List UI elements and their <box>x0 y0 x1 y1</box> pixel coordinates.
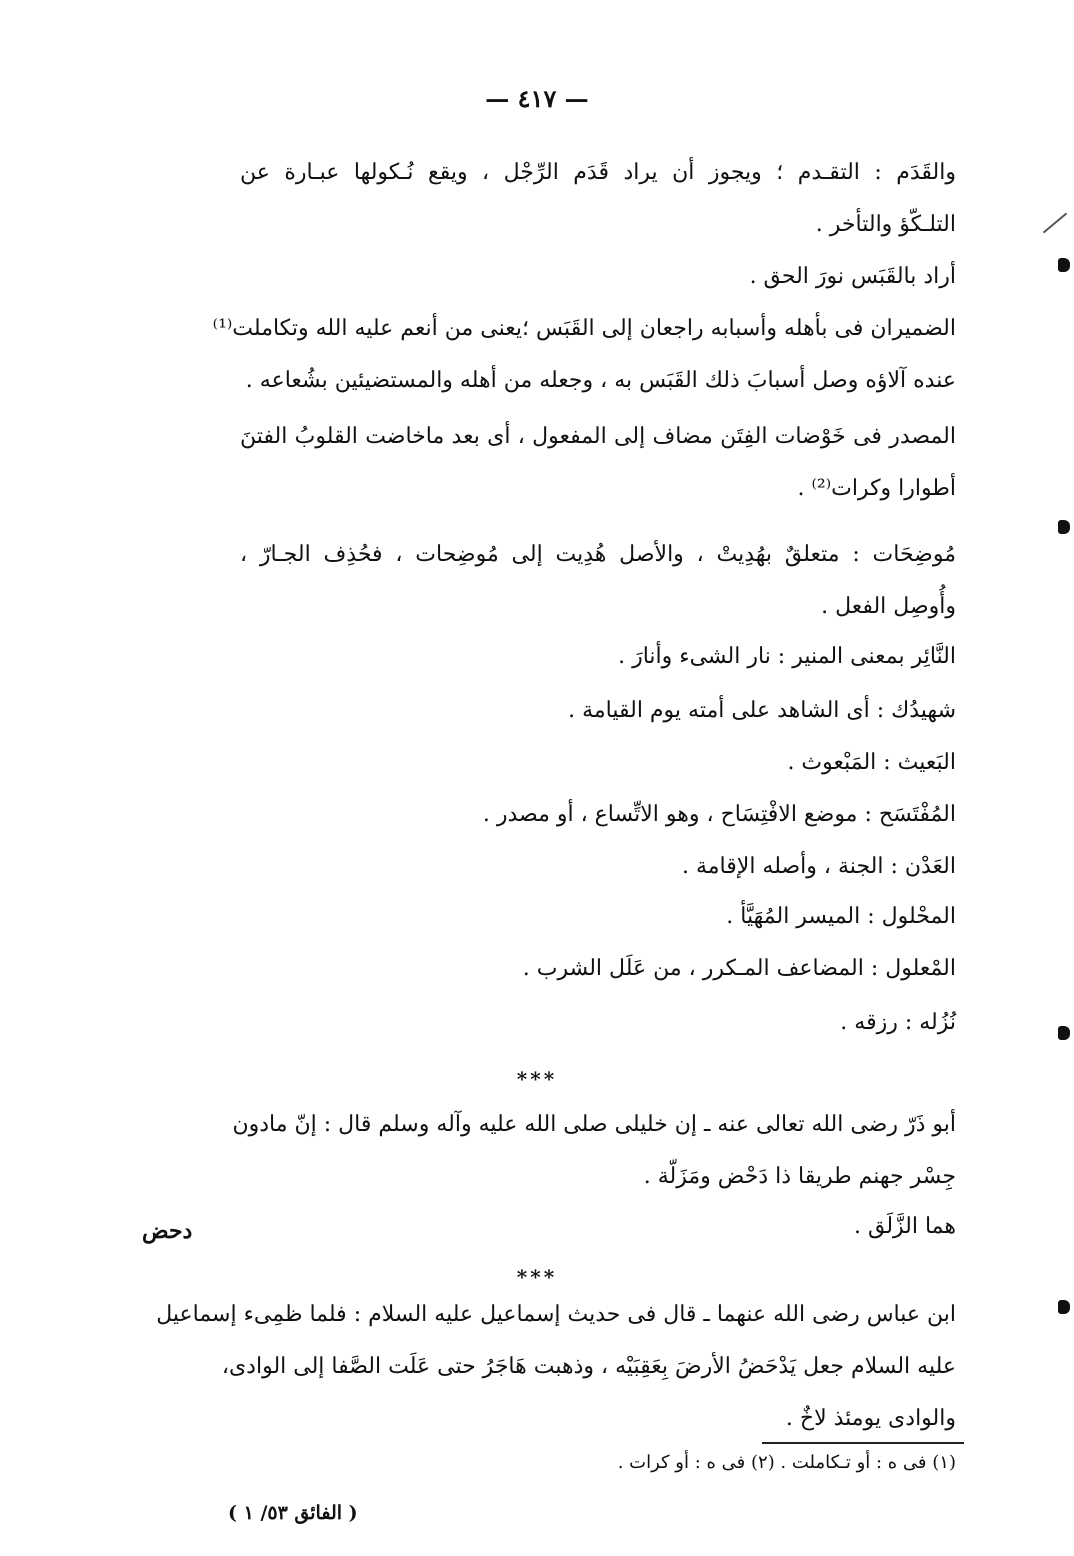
page-number: — ٤١٧ — <box>485 84 589 113</box>
text-line-17: نُزُله : رزقه . <box>840 1010 956 1035</box>
text-line-14: العَدْن : الجنة ، وأصله الإقامة . <box>681 854 956 879</box>
text-line-20: هما الزَّلَق . <box>853 1214 956 1239</box>
text-line-12: البَعيث : المَبْعوث . <box>787 750 956 775</box>
section-separator-2: *** <box>516 1265 558 1289</box>
margin-scratch <box>1043 213 1067 234</box>
signature-mark: ( الفائق ٥٣/ ١ ) <box>228 1502 358 1524</box>
margin-mark-1 <box>1058 258 1070 272</box>
footnote-rule <box>762 1442 964 1444</box>
text-line-3: أراد بالقَبَس نورَ الحق . <box>749 264 956 289</box>
text-line-7: أطوارا وكرات⁽²⁾ . <box>797 476 956 501</box>
text-line-11: شهيدُك : أى الشاهد على أمته يوم القيامة . <box>568 698 956 723</box>
text-line-2: التلـكّؤ والتأخر . <box>815 212 956 237</box>
text-line-23: والوادى يومئذ لاخٌ . <box>785 1406 956 1431</box>
text-line-6: المصدر فى خَوْضات الفِتَن مضاف إلى المفعول ، أى بعد ماخاضت القلوبُ الفتنَ <box>240 424 956 449</box>
margin-mark-3 <box>1058 1026 1070 1040</box>
text-line-18: أبو ذَرّ رضى الله تعالى عنه ـ إن خليلى صلى الله عليه وآله وسلم قال : إنّ مادون <box>232 1112 956 1137</box>
section-separator-1: *** <box>516 1067 558 1091</box>
margin-mark-4 <box>1058 1300 1070 1314</box>
margin-keyword: دحض <box>142 1218 193 1244</box>
text-line-5: عنده آلاؤه وصل أسبابَ ذلك القَبَس به ، وجعله من أهله والمستضيئين بشُعاعه . <box>245 368 956 393</box>
text-line-15: المحْلول : الميسر المُهَيَّأ . <box>726 904 956 929</box>
text-line-1: والقَدَم : التقـدم ؛ ويجوز أن يراد قَدَم الرِّجْل ، ويقع نُـكولها عبـارة عن <box>240 160 956 185</box>
text-line-9: وأُوصِل الفعل . <box>821 594 956 619</box>
text-line-19: جِسْر جهنم طريقا ذا دَحْض ومَزَلّة . <box>643 1164 956 1189</box>
text-line-22: عليه السلام جعل يَدْحَضُ الأرضَ بِعَقِبَيْه ، وذهبت هَاجَرُ حتى عَلَت الصَّفا إلى الوادى، <box>221 1354 956 1379</box>
text-line-4: الضميران فى بأهله وأسبابه راجعان إلى القَبَس ؛يعنى من أنعم عليه الله وتكاملت⁽¹⁾ <box>212 316 956 341</box>
text-line-21: ابن عباس رضى الله عنهما ـ قال فى حديث إسماعيل عليه السلام : فلما ظمِىء إسماعيل <box>156 1302 956 1327</box>
footnotes: (١) فى ه : أو تـكاملت . (٢) فى ه : أو كرات . <box>617 1452 956 1473</box>
text-line-10: النَّائِر بمعنى المنير : نار الشىء وأنارَ . <box>618 644 956 669</box>
margin-mark-2 <box>1058 520 1070 534</box>
text-line-8: مُوضِحَات : متعلقٌ بهُدِيتْ ، والأصل هُدِيت إلى مُوضِحات ، فحُذِف الجـارّ ، <box>240 542 956 567</box>
text-line-13: المُفْتَسَح : موضع الافْتِسَاح ، وهو الاتِّساع ، أو مصدر . <box>482 802 956 827</box>
text-line-16: المْعلول : المضاعف المـكرر ، من عَلَل الشرب . <box>522 956 956 981</box>
